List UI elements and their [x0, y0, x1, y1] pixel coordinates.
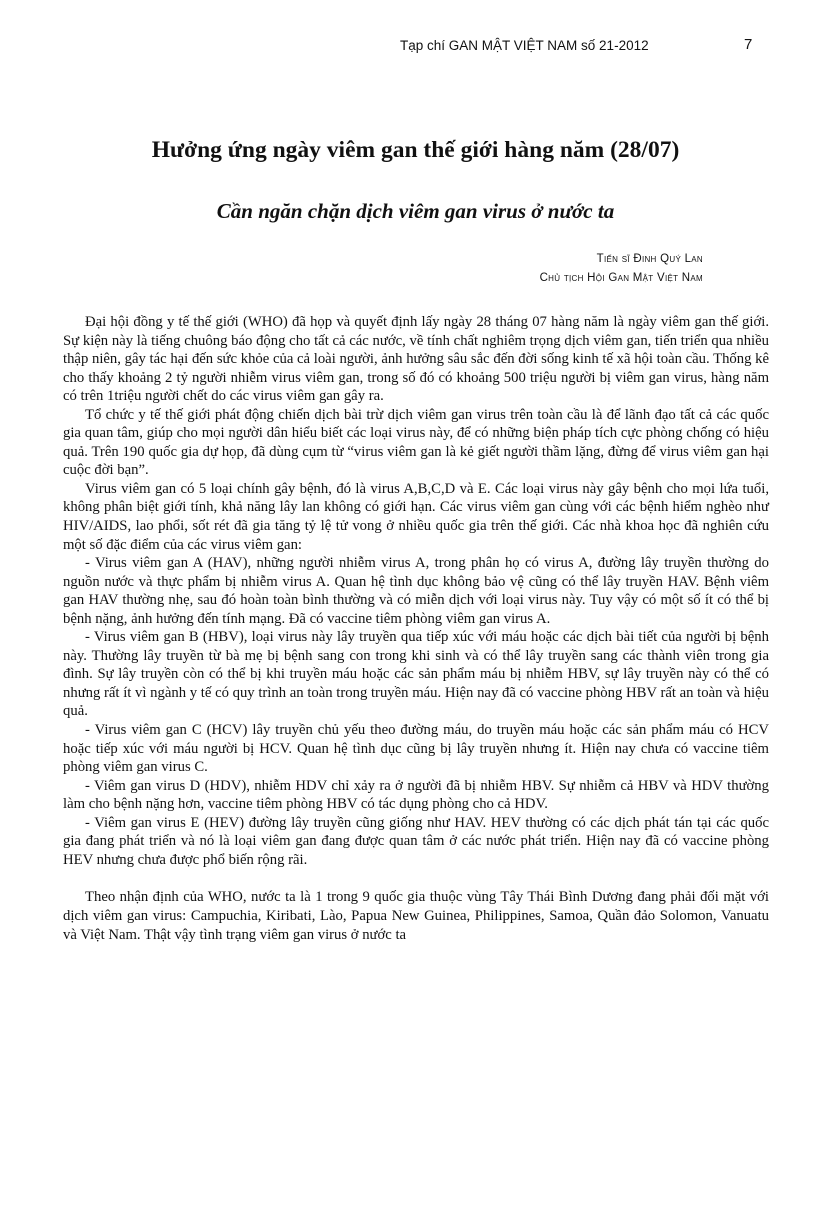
article-subtitle: Cần ngăn chặn dịch viêm gan virus ở nước ta — [216, 199, 615, 223]
paragraph-virus-types: Virus viêm gan có 5 loại chính gây bệnh, đó là virus A,B,C,D và E. Các loại virus này gây bệnh cho mọi lứa tuổi, không phân biệt giới tính, khả năng lây lan không có giới hạn. Các virus viêm gan cùng với các bệnh hiểm nghèo như HIV/AIDS, lao phổi, sốt rét đã gia tăng tỷ lệ tử vong ở nhiều quốc gia trên thế giới. Các nhà khoa học đã nghiên cứu một số đặc điểm của các virus viêm gan: — [63, 480, 769, 553]
article-body — [63, 313, 769, 944]
running-head: Tạp chí GAN MẬT VIỆT NAM số 21-2012 — [400, 38, 649, 53]
author-name: Tiến sĩ Đinh Quý Lan — [596, 253, 703, 265]
paragraph-hcv: - Virus viêm gan C (HCV) lây truyền chủ yếu theo đường máu, do truyền máu hoặc các sản phẩm máu có HCV hoặc tiếp xúc với máu người bị HCV. Quan hệ tình dục cũng bị lây truyền nhưng ít. Hiện nay chưa có vaccine tiêm phòng viêm gan virus C. — [63, 722, 769, 776]
paragraph-hdv: - Viêm gan virus D (HDV), nhiễm HDV chỉ xảy ra ở người đã bị nhiễm HBV. Sự nhiễm cả HBV và HDV thường làm cho bệnh nặng hơn, vaccine tiêm phòng HBV có tác dụng phòng cho cả HDV. — [63, 777, 769, 813]
paragraph-hbv: - Virus viêm gan B (HBV), loại virus này lây truyền qua tiếp xúc với máu hoặc các dịch bài tiết của người bị bệnh này. Thường lây truyền từ bà mẹ bị bệnh sang con trong khi sinh và có thể lây truyền sang các thành viên trong gia đình. Sự lây truyền còn có thể bị khi truyền máu hoặc các sản phẩm máu bị nhiễm HBV, sự lây truyền này có thể có nhưng rất ít vì ngành y tế có quy trình an toàn trong truyền máu. Hiện nay đã có vaccine phòng HBV rất an toàn và hiệu quả. — [63, 629, 769, 720]
paragraph-who-campaign: Tổ chức y tế thế giới phát động chiến dịch bài trừ dịch viêm gan virus trên toàn cầu là để lãnh đạo tất cả các quốc gia quan tâm, giúp cho mọi người dân hiểu biết các loại virus này, để có những biện pháp tích cực phòng chống có hiệu quả. Trên 190 quốc gia dự họp, đã dùng cụm từ “virus viêm gan là kẻ giết người thầm lặng, đừng để virus viêm gan hại cuộc đời bạn”. — [63, 406, 769, 479]
paragraph-hev: - Viêm gan virus E (HEV) đường lây truyền cũng giống như HAV. HEV thường có các dịch phát tán tại các quốc gia đang phát triển và nó là loại viêm gan đang được quan tâm ở các nước phát triển. Hiện nay đã có vaccine phòng HEV nhưng chưa được phổ biến rộng rãi. — [63, 814, 769, 868]
paragraph-hav: - Virus viêm gan A (HAV), những người nhiễm virus A, trong phân họ có virus A, đường lây truyền thường do nguồn nước và thực phẩm bị nhiễm virus A. Quan hệ tình dục không bảo vệ cũng có thể lây truyền HAV. Bệnh viêm gan HAV thường nhẹ, sau đó hoàn toàn bình thường và có miễn dịch với loại virus này. Tuy vậy có một số ít có thể bị bệnh nặng, ảnh hưởng đến tính mạng. Đã có vaccine tiêm phòng viêm gan virus A. — [63, 555, 769, 627]
article-title: Hưởng ứng ngày viêm gan thế giới hàng năm (28/07) — [151, 137, 680, 163]
author-block — [540, 250, 703, 288]
author-affiliation: Chủ tịch Hội Gan Mật Việt Nam — [539, 272, 703, 284]
paragraph-intro: Đại hội đồng y tế thế giới (WHO) đã họp và quyết định lấy ngày 28 tháng 07 hàng năm là ngày viêm gan thế giới. Sự kiện này là tiếng chuông báo động cho tất cả các nước, về tính chất nghiêm trọng dịch viêm gan, tiến triển qua nhiều thập niên, gây tác hại đến sức khỏe của cả loài người, ảnh hưởng sâu sắc đến đời sống kinh tế xã hội toàn cầu. Thống kê cho thấy khoảng 2 tỷ người nhiễm virus viêm gan, trong số đó có khoảng 500 triệu người bị viêm gan virus, hàng năm có trên 1triệu người chết do các virus viêm gan gây ra. — [63, 314, 769, 405]
paragraph-vietnam: Theo nhận định của WHO, nước ta là 1 trong 9 quốc gia thuộc vùng Tây Thái Bình Dương đang phải đối mặt với dịch viêm gan virus: Campuchia, Kiribati, Lào, Papua New Guinea, Philippines, Samoa, Quần đảo Solomon, Vanuatu và Việt Nam. Thật vậy tình trạng viêm gan virus ở nước ta — [63, 889, 769, 943]
page-number: 7 — [744, 36, 753, 53]
